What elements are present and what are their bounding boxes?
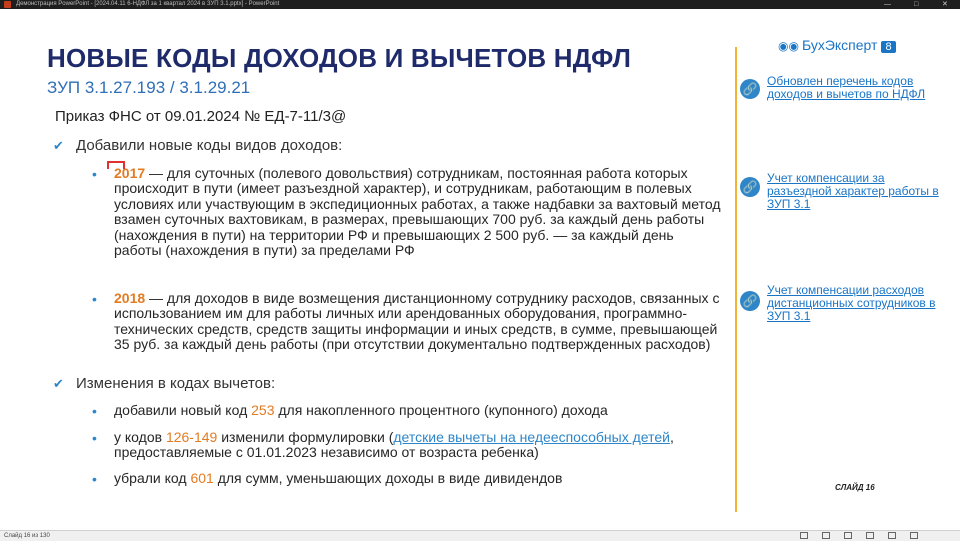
zoom-icon[interactable] bbox=[888, 532, 896, 539]
code-126-149: 126-149 bbox=[165, 429, 218, 445]
logo-text: БухЭксперт bbox=[801, 37, 878, 53]
sidebar-link-travel-compensation[interactable]: Учет компенсации за разъездной характер работы в ЗУП 3.1 bbox=[767, 171, 939, 211]
slide-counter: Слайд 16 из 130 bbox=[4, 533, 50, 539]
deduction-item-253 bbox=[114, 403, 608, 418]
item-text: убрали код bbox=[114, 470, 191, 486]
sidebar-link-codes[interactable]: Обновлен перечень кодов доходов и вычетов по НДФЛ bbox=[767, 74, 926, 101]
logo-badge: 8 bbox=[881, 41, 895, 53]
code-601: 601 bbox=[190, 470, 214, 486]
sidebar-divider bbox=[735, 47, 737, 512]
link-icon[interactable]: 🔗 bbox=[740, 291, 760, 311]
check-icon: ✔ bbox=[53, 138, 64, 153]
slide-number-label: СЛАЙД 16 bbox=[835, 483, 875, 492]
red-annotation-mark bbox=[107, 161, 125, 169]
paragraph-code-2017 bbox=[114, 166, 724, 258]
maximize-icon[interactable]: □ bbox=[914, 1, 919, 8]
deduction-item-601 bbox=[114, 471, 562, 486]
link-icon[interactable]: 🔗 bbox=[740, 79, 760, 99]
child-deductions-link[interactable]: детские вычеты на недееспособных детей bbox=[393, 429, 670, 445]
paragraph-code-2018 bbox=[114, 291, 724, 353]
close-icon[interactable]: ✕ bbox=[942, 1, 948, 8]
slideshow-icon[interactable] bbox=[866, 532, 874, 539]
owl-logo-icon: ◉◉ bbox=[778, 39, 799, 53]
buhexpert-logo bbox=[778, 37, 896, 53]
order-reference: Приказ ФНС от 09.01.2024 № ЕД-7-11/3@ bbox=[55, 108, 347, 125]
code-253: 253 bbox=[251, 402, 275, 418]
sidebar-link-remote-compensation[interactable]: Учет компенсации расходов дистанционных сотрудников в ЗУП 3.1 bbox=[767, 283, 936, 323]
slide-title: НОВЫЕ КОДЫ ДОХОДОВ И ВЫЧЕТОВ НДФЛ bbox=[47, 43, 632, 73]
normal-view-icon[interactable] bbox=[800, 532, 808, 539]
item-text: для сумм, уменьшающих доходы в виде дивидендов bbox=[213, 470, 563, 486]
status-bar bbox=[0, 530, 960, 541]
bullet-icon: • bbox=[92, 430, 97, 446]
item-text: у кодов bbox=[114, 429, 166, 445]
section-income-codes: Добавили новые коды видов доходов: bbox=[76, 137, 343, 154]
link-icon[interactable]: 🔗 bbox=[740, 177, 760, 197]
bullet-icon: • bbox=[92, 166, 97, 182]
item-text: добавили новый код bbox=[114, 402, 252, 418]
powerpoint-app-icon bbox=[4, 1, 11, 8]
item-text: для накопленного процентного (купонного) дохода bbox=[274, 402, 608, 418]
window-title: Демонстрация PowerPoint - [2024.04.11 6-НДФЛ за 1 квартал 2024 в ЗУП 3.1.pptx] - PowerPoint bbox=[16, 1, 280, 7]
code-2018: 2018 bbox=[114, 290, 146, 306]
text-2018: — для доходов в виде возмещения дистанционному сотруднику расходов, связанных с использованием им для работы личных или арендованных оборудования, программно-технических средств, средств защиты информации и иных средств, в сумме, превышающей 35 руб. за каждый день работы (при отсутствии документально подтвержденных расходов) bbox=[114, 290, 720, 353]
minimize-icon[interactable]: — bbox=[884, 1, 891, 8]
text-2017: — для суточных (полевого довольствия) сотрудникам, постоянная работа которых происходит в пути (имеет разъездной характер), и сотрудникам, работающим в полевых условиях или участвующим в экспедиционных работах, а также надбавки за вахтовый метод взамен суточных вахтовикам, в размерах, превышающих 700 руб. за каждый день работы (нахождения в пути) на территории РФ и превышающих 2 500 руб. — за каждый день работы (нахождения в пути) за пределами РФ bbox=[114, 165, 721, 259]
window-titlebar bbox=[0, 0, 960, 9]
deduction-item-126-149 bbox=[114, 430, 724, 461]
check-icon: ✔ bbox=[53, 376, 64, 391]
slide-canvas bbox=[0, 9, 960, 530]
item-text: изменили формулировки ( bbox=[217, 429, 394, 445]
bullet-icon: • bbox=[92, 291, 97, 307]
slide-sorter-icon[interactable] bbox=[822, 532, 830, 539]
slide-subtitle: ЗУП 3.1.27.193 / 3.1.29.21 bbox=[47, 78, 251, 97]
code-2017: 2017 bbox=[114, 165, 146, 181]
fit-slide-icon[interactable] bbox=[910, 532, 918, 539]
reading-view-icon[interactable] bbox=[844, 532, 852, 539]
bullet-icon: • bbox=[92, 471, 97, 487]
section-deduction-codes: Изменения в кодах вычетов: bbox=[76, 375, 276, 392]
bullet-icon: • bbox=[92, 403, 97, 419]
item-text: , предоставляемые с 01.01.2023 независимо от возраста ребенка) bbox=[114, 429, 674, 461]
